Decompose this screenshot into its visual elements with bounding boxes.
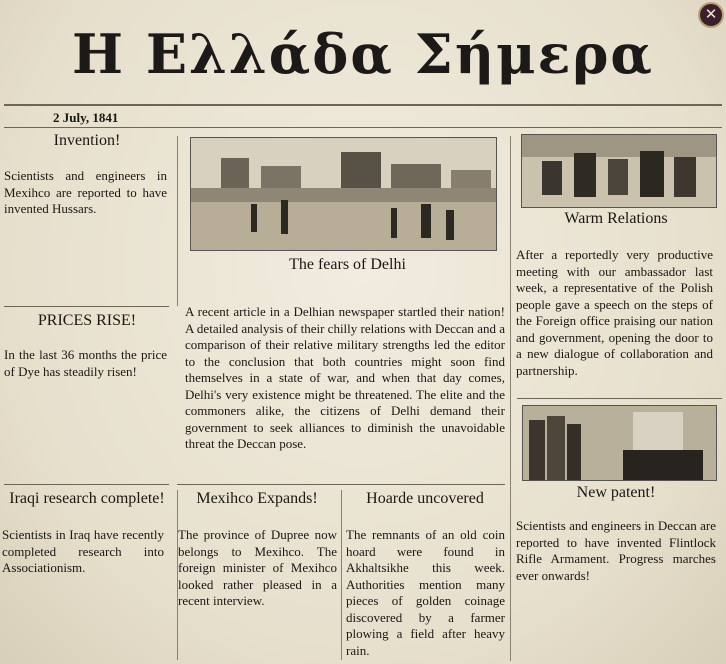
new-patent-body: Scientists and engineers in Deccan are reported to have invented Flintlock Rifle Armament. Progress marches ever onwards!	[516, 518, 716, 583]
hoard-body: The remnants of an old coin hoard were found in Akhaltsikhe this week. Authorities mention many pieces of golden coinage discovered by a farmer plowing a field after heavy rain.	[346, 527, 505, 658]
delhi-caption: The fears of Delhi	[289, 256, 406, 273]
section-divider	[4, 306, 169, 307]
column-divider	[177, 136, 178, 306]
warm-relations-body: After a reportedly very productive meeting with our ambassador last week, a representative of the Polish people gave a speech on the steps of the Foreign office praising our nation and government, opening the door to a new dialogue of collaboration and partnership.	[516, 247, 713, 378]
prices-headline: PRICES RISE!	[37, 312, 137, 329]
invention-headline: Invention!	[53, 132, 121, 149]
new-patent-caption: New patent!	[576, 484, 656, 501]
close-icon[interactable]: ✕	[698, 2, 724, 28]
warm-relations-illustration	[521, 134, 717, 208]
iraqi-body: Scientists in Iraq have recently completed research into Associationism.	[2, 527, 164, 575]
section-divider	[517, 398, 722, 399]
date-rule	[4, 127, 722, 128]
hoard-headline: Hoarde uncovered	[366, 490, 484, 507]
section-divider	[4, 484, 169, 485]
invention-body: Scientists and engineers in Mexihco are reported to have invented Hussars.	[4, 168, 167, 216]
section-divider	[177, 484, 505, 485]
issue-date: 2 July, 1841	[53, 110, 119, 125]
mexihco-headline: Mexihco Expands!	[196, 490, 318, 507]
masthead-rule	[4, 104, 722, 106]
new-patent-illustration	[522, 405, 717, 481]
delhi-body: A recent article in a Delhian newspaper startled their nation! A detailed analysis of their chilly relations with Deccan and a comparison of their relative military strengths led the editor to the conclusion that both countries might soon find themselves in a state of war, and when that day comes, Delhi's very existence might be threatened. The elite and the commoners alike, the citizens of Delhi demand their government to seek alliances to diminish the unavoidable threat the Deccan pose.	[185, 304, 505, 451]
warm-relations-caption: Warm Relations	[564, 210, 668, 227]
prices-body: In the last 36 months the price of Dye has steadily risen!	[4, 347, 167, 379]
delhi-illustration	[190, 137, 497, 251]
mexihco-body: The province of Dupree now belongs to Mexihco. The foreign minister of Mexihco looked rather pleased in a recent interview.	[178, 527, 337, 608]
iraqi-headline: Iraqi research complete!	[9, 490, 165, 507]
column-divider	[341, 490, 342, 660]
newspaper-masthead: Η Ελλάδα Σήμερα	[72, 22, 654, 86]
